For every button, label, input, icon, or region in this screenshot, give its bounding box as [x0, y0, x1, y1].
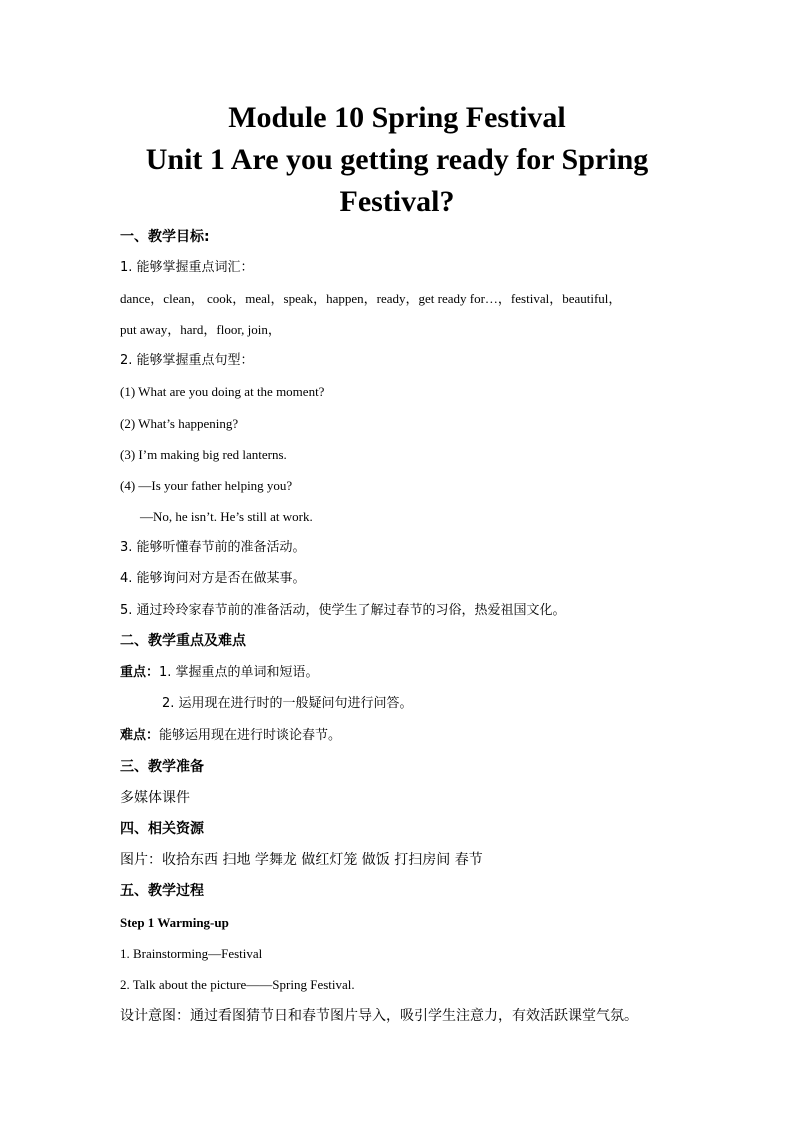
key-point-label: 重点： — [120, 665, 160, 680]
sentence-1: (1) What are you doing at the moment? — [120, 384, 325, 399]
difficulty-label: 难点： — [120, 728, 160, 743]
page-title-line1: Module 10 Spring Festival — [228, 101, 566, 134]
section-heading-objectives: 一、教学目标: — [120, 229, 210, 245]
objective-2-label: 2. 能够掌握重点句型： — [120, 353, 254, 368]
section-heading-key-points: 二、教学重点及难点 — [120, 633, 246, 649]
difficulty-row — [120, 727, 341, 745]
sentence-2: (2) What’s happening? — [120, 416, 239, 431]
sentence-4-question: (4) —Is your father helping you? — [120, 478, 293, 493]
step-1-item-2: 2. Talk about the picture——Spring Festival. — [120, 977, 355, 992]
sentence-3: (3) I’m making big red lanterns. — [120, 447, 287, 462]
resources-text: 图片：收拾东西 扫地 学舞龙 做红灯笼 做饭 打扫房间 春节 — [120, 852, 483, 868]
step-1-heading: Step 1 Warming-up — [120, 915, 229, 930]
vocabulary-line-1: dance，clean， cook，meal，speak，happen，ready，get ready for…，festival，beautiful， — [120, 291, 622, 306]
page-title-line3: Festival? — [339, 185, 455, 218]
objective-3: 3. 能够听懂春节前的准备活动。 — [120, 540, 306, 555]
step-1-item-1: 1. Brainstorming—Festival — [120, 946, 263, 961]
preparation-text: 多媒体课件 — [120, 790, 190, 806]
objective-5: 5. 通过玲玲家春节前的准备活动，使学生了解过春节的习俗，热爱祖国文化。 — [120, 603, 566, 618]
design-intent: 设计意图：通过看图猜节日和春节图片导入，吸引学生注意力，有效活跃课堂气氛。 — [120, 1008, 638, 1024]
section-heading-resources: 四、相关资源 — [120, 821, 204, 837]
objective-1-label: 1. 能够掌握重点词汇： — [120, 260, 254, 275]
objective-4: 4. 能够询问对方是否在做某事。 — [120, 571, 306, 586]
section-heading-process: 五、教学过程 — [120, 883, 204, 899]
section-heading-preparation: 三、教学准备 — [120, 759, 204, 775]
sentence-4-answer: —No, he isn’t. He’s still at work. — [140, 509, 313, 524]
key-point-1: 1. 掌握重点的单词和短语。 — [159, 665, 319, 680]
vocabulary-line-2: put away，hard，floor, join， — [120, 322, 281, 337]
difficulty-text: 能够运用现在进行时谈论春节。 — [159, 728, 342, 743]
key-point-row-1 — [120, 664, 319, 682]
page-title-line2: Unit 1 Are you getting ready for Spring — [145, 143, 649, 176]
key-point-2: 2. 运用现在进行时的一般疑问句进行问答。 — [162, 696, 413, 711]
